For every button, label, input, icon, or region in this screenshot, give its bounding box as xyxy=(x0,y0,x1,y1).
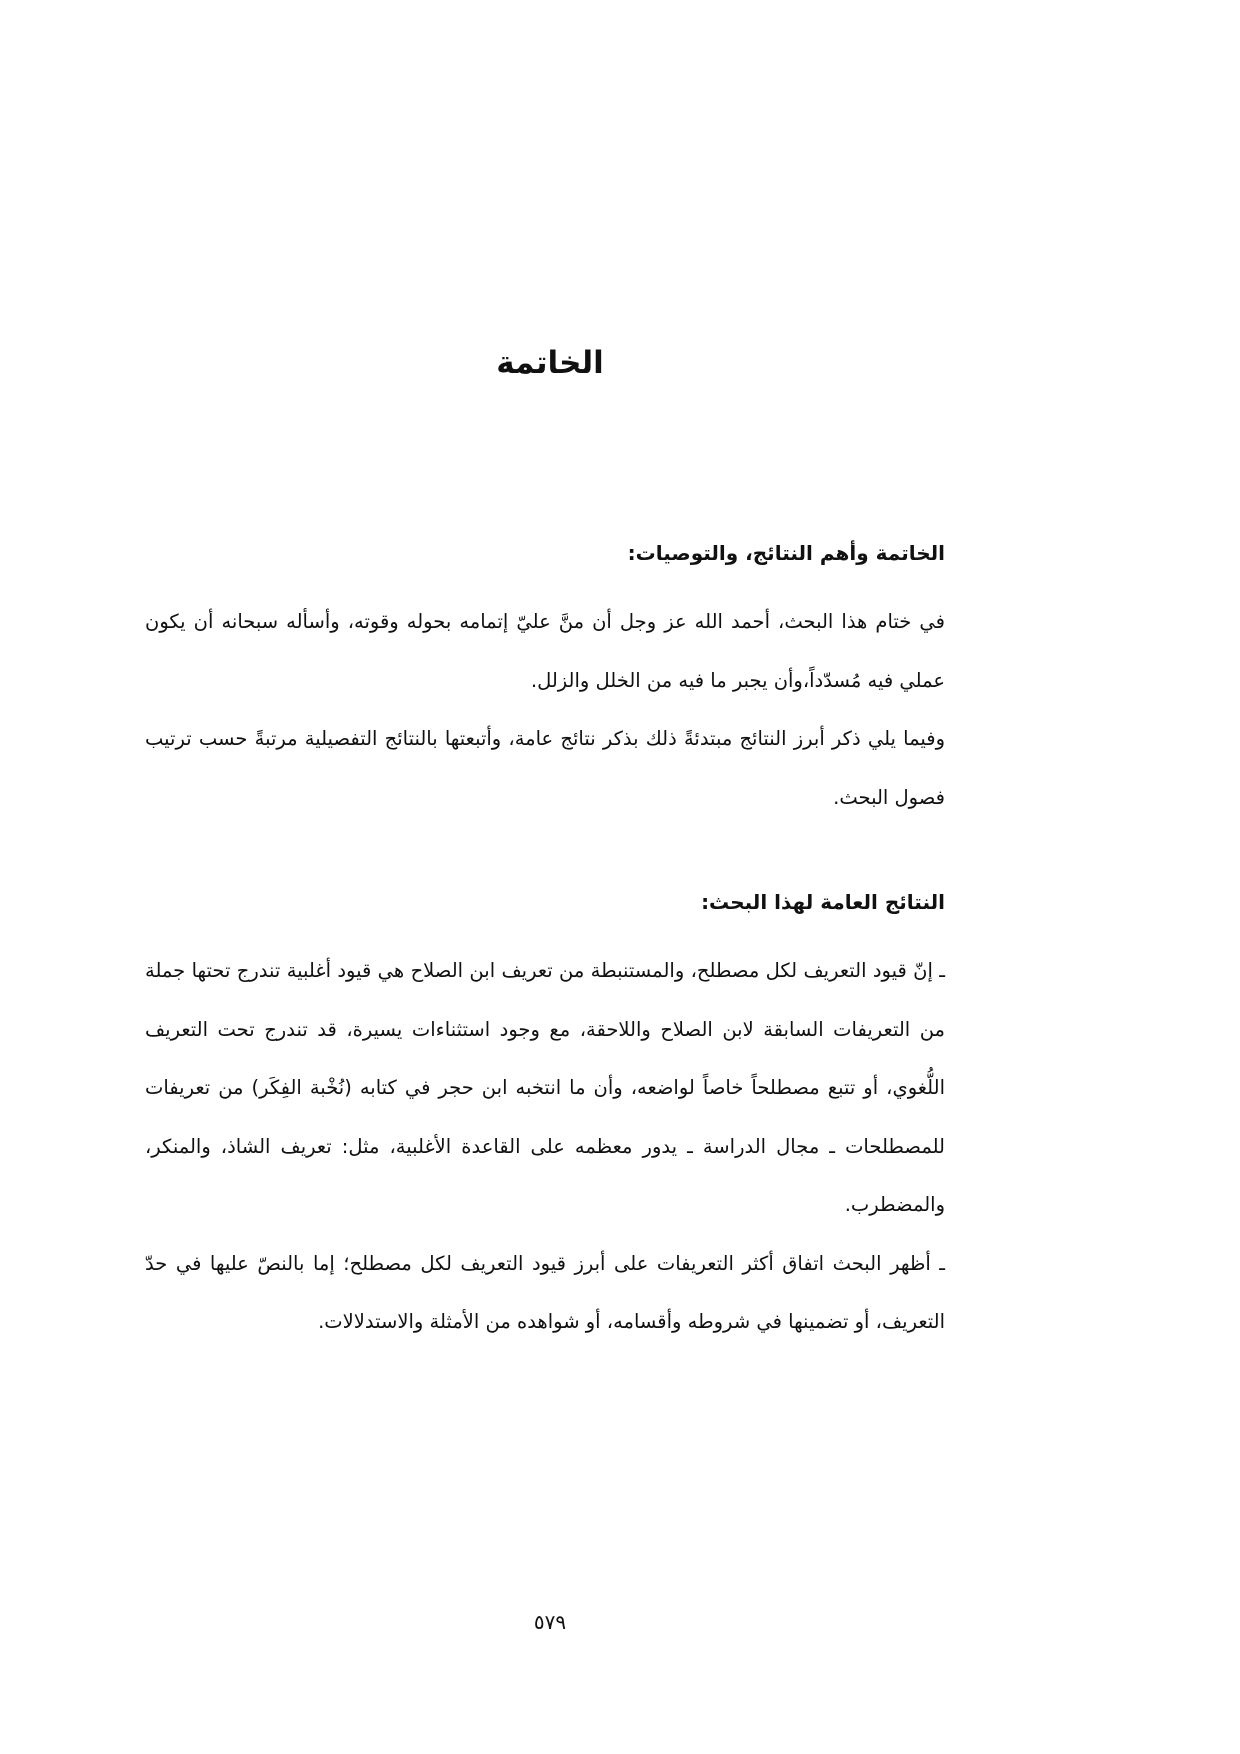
page-body xyxy=(145,538,945,1352)
paragraph-overview: وفيما يلي ذكر أبرز النتائج مبتدئةً ذلك بذكر نتائج عامة، وأتبعتها بالنتائج التفصيلية مرتبةً حسب ترتيب فصول البحث. xyxy=(145,727,945,809)
paragraph-result-1: ـ إنّ قيود التعريف لكل مصطلح، والمستنبطة من تعريف ابن الصلاح هي قيود أغلبية تندرج تحتها جملة من التعريفات السابقة لابن الصلاح واللاحقة، مع وجود استثناءات يسيرة، قد تندرج تحت التعريف اللُّغوي، أو تتبع مصطلحاً خاصاً لواضعه، وأن ما انتخبه ابن حجر في كتابه (نُخْبة الفِكَر) من تعريفات للمصطلحات ـ مجال الدراسة ـ يدور معظمه على القاعدة الأغلبية، مثل: تعريف الشاذ، والمنكر، والمضطرب. xyxy=(145,959,945,1216)
spacer xyxy=(145,568,945,593)
spacer xyxy=(145,827,945,887)
paragraph-result-2: ـ أظهر البحث اتفاق أكثر التعريفات على أبرز قيود التعريف لكل مصطلح؛ إما بالنصّ عليها في حدّ التعريف، أو تضمينها في شروطه وأقسامه، أو شواهده من الأمثلة والاستدلالات. xyxy=(145,1251,945,1333)
section-heading-general-results: النتائج العامة لهذا البحث: xyxy=(701,890,945,914)
spacer xyxy=(145,917,945,942)
page-number: ٥٧٩ xyxy=(533,1610,567,1634)
page-title: الخاتمة xyxy=(496,345,604,381)
section-heading-conclusion: الخاتمة وأهم النتائج، والتوصيات: xyxy=(627,541,945,565)
paragraph-intro: في ختام هذا البحث، أحمد الله عز وجل أن منَّ عليّ إتمامه بحوله وقوته، وأسأله سبحانه أن يكون عملي فيه مُسدّداً،وأن يجبر ما فيه من الخلل والزلل. xyxy=(145,610,945,692)
